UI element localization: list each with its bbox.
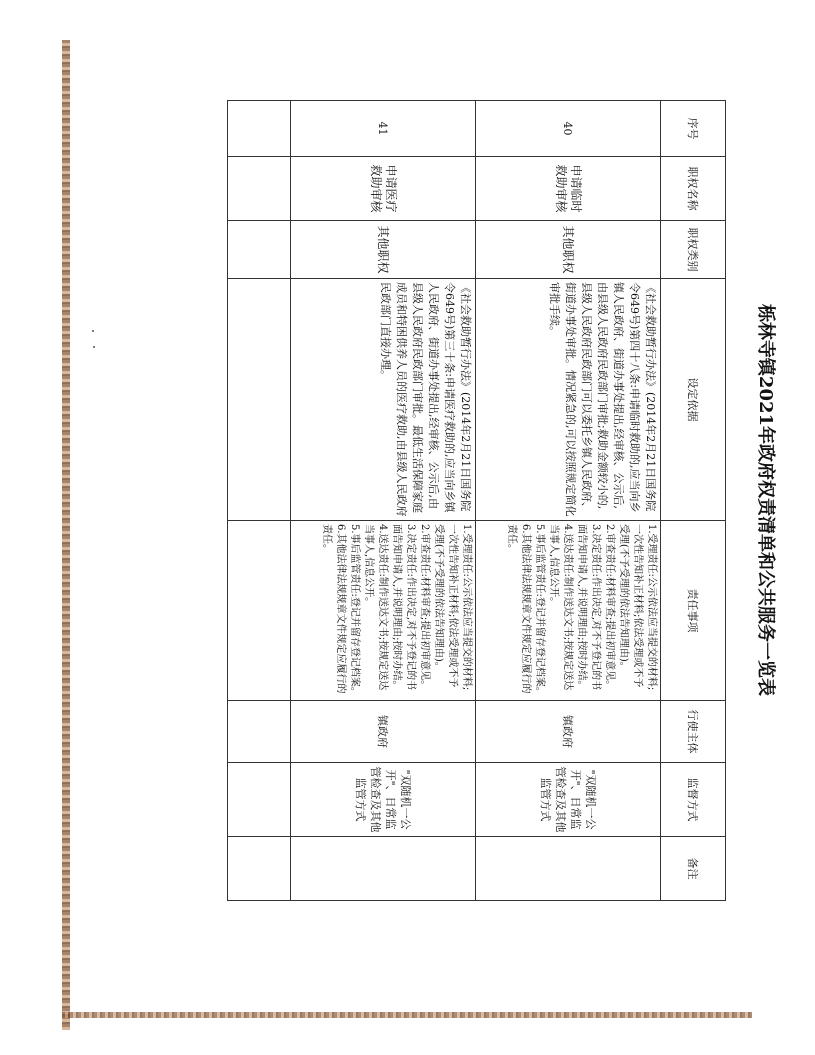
row-method: "双随机一公开"、日常监管检查及其他监管方式 <box>291 763 476 837</box>
duty-item: 3.决定责任:作出决定,对不予登记的书面告知申请人,并说明理由;按时办结。 <box>391 524 416 691</box>
table-empty-row <box>228 101 291 901</box>
table-row <box>476 101 661 901</box>
duty-item: 4.送达责任:制作送达文书;按规定送达当事人,信息公开。 <box>363 524 388 691</box>
row-subject: 镇政府 <box>291 701 476 763</box>
duty-item: 5.事后监管责任:登记并留存登记档案。 <box>349 524 360 697</box>
empty-cell <box>228 101 291 157</box>
scan-speck <box>92 330 94 332</box>
table-header-row <box>661 101 726 901</box>
header-method: 监督方式 <box>661 763 726 837</box>
header-no: 序号 <box>661 101 726 157</box>
row-basis: 《社会救助暂行办法》(2014年2月21日国务院令649号)第三十条:申请医疗救助的,应当向乡镇人民政府、街道办事处提出,经审核、公示后,由县级人民政府民政部门审批。最低生活保障家庭成员和特困供养人员的医疗救助,由县级人民政府民政部门直接办理。 <box>291 279 476 521</box>
header-kind: 职权类别 <box>661 221 726 279</box>
row-remark <box>476 837 661 901</box>
header-basis: 设定依据 <box>661 279 726 521</box>
scan-speck <box>93 346 95 348</box>
duty-item: 1.受理责任:公示依法应当提交的材料;一次性告知补正材料;依法受理或不予受理(不予受理的依法告知理由)。 <box>618 524 657 691</box>
empty-cell <box>228 521 291 701</box>
row-no: 41 <box>291 101 476 157</box>
responsibility-table <box>227 100 726 901</box>
empty-cell <box>228 701 291 763</box>
row-subject: 镇政府 <box>476 701 661 763</box>
rotated-document-page <box>222 100 782 900</box>
empty-cell <box>228 279 291 521</box>
row-method: "双随机一公开"、日常监管检查及其他监管方式 <box>476 763 661 837</box>
duty-item: 2.审查责任:材料审查;提出初审意见。 <box>419 524 430 691</box>
scan-left-edge <box>62 40 70 1030</box>
header-duties: 责任事项 <box>661 521 726 701</box>
row-duties <box>476 521 661 701</box>
duty-item: 1.受理责任:公示依法应当提交的材料;一次性告知补正材料;依法受理或不予受理(不予受理的依法告知理由)。 <box>433 524 472 691</box>
row-duties <box>291 521 476 701</box>
document-title: 栎林寺镇2021年政府权责清单和公共服务一览表 <box>755 303 776 697</box>
header-remark: 备注 <box>661 837 726 901</box>
duty-item: 4.送达责任:制作送达文书;按规定送达当事人,信息公开。 <box>548 524 573 691</box>
empty-cell <box>228 157 291 221</box>
row-no: 40 <box>476 101 661 157</box>
header-subject: 行使主体 <box>661 701 726 763</box>
row-kind: 其他职权 <box>476 221 661 279</box>
header-name: 职权名称 <box>661 157 726 221</box>
duty-item: 6.其他法律法规规章文件规定应履行的责任。 <box>321 524 346 694</box>
duty-item: 6.其他法律法规规章文件规定应履行的责任。 <box>506 524 531 694</box>
row-remark <box>291 837 476 901</box>
empty-cell <box>228 763 291 837</box>
scan-bottom-edge <box>62 1012 752 1018</box>
row-name: 申请医疗救助审核 <box>291 157 476 221</box>
empty-cell <box>228 221 291 279</box>
row-name: 申请临时救助审核 <box>476 157 661 221</box>
duty-item: 2.审查责任:材料审查;提出初审意见。 <box>604 524 615 691</box>
row-basis: 《社会救助暂行办法》(2014年2月21日国务院令649号)第四十八条:申请临时救助的,应当向乡镇人民政府、街道办事处提出,经审核、公示后,由县级人民政府民政部门审批;救助金额较小的,县级人民政府民政部门可以委托乡镇人民政府、街道办事处审批。情况紧急的,可以按照规定简化审批手续。 <box>476 279 661 521</box>
duty-item: 3.决定责任:作出决定,对不予登记的书面告知申请人,并说明理由;按时办结。 <box>576 524 601 691</box>
empty-cell <box>228 837 291 901</box>
row-kind: 其他职权 <box>291 221 476 279</box>
duty-item: 5.事后监管责任:登记并留存登记档案。 <box>534 524 545 697</box>
table-row <box>291 101 476 901</box>
